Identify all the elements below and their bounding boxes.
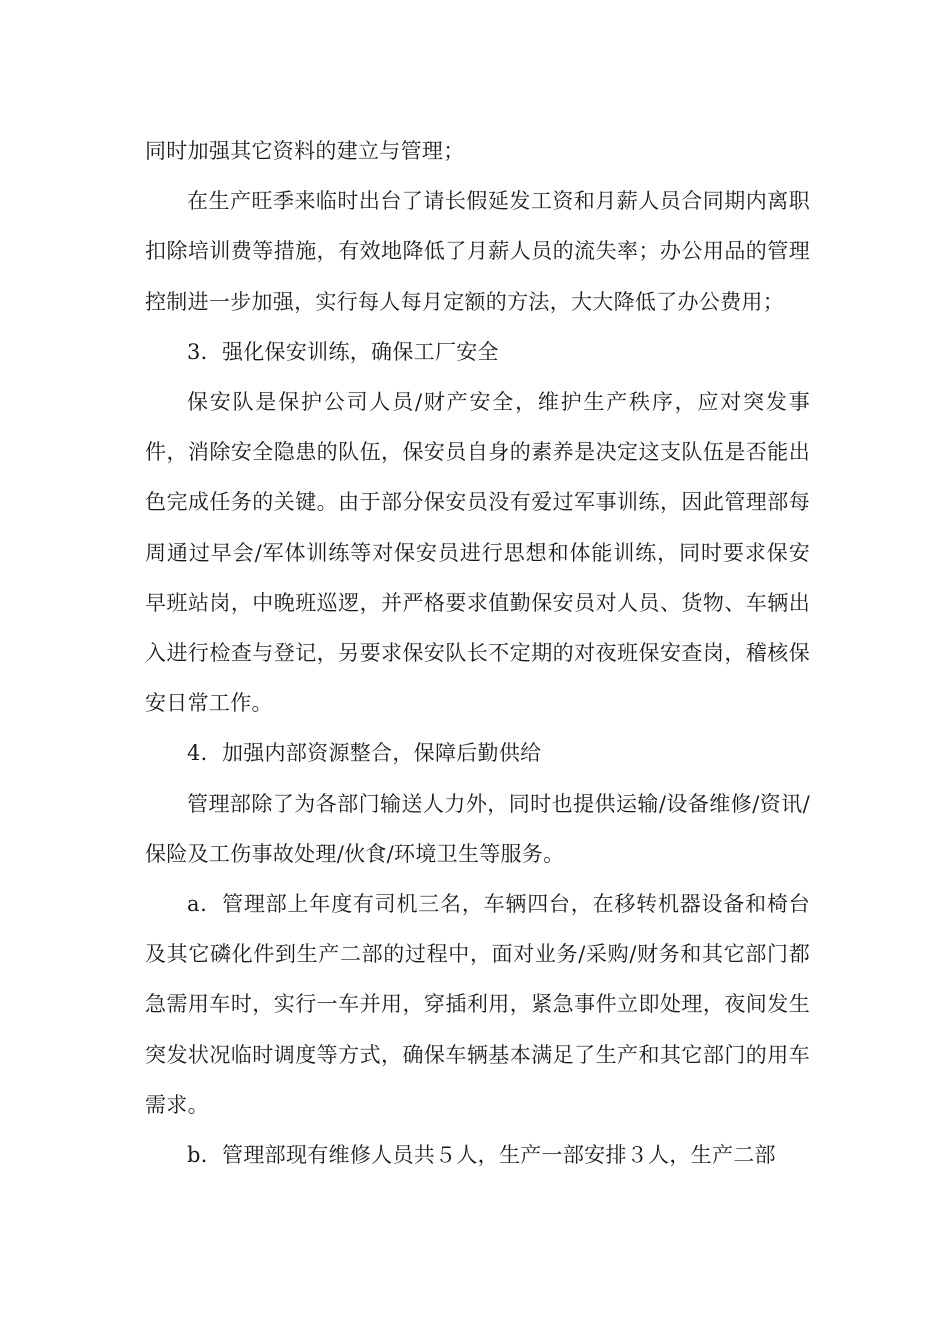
paragraph-1: 同时加强其它资料的建立与管理； (145, 139, 465, 163)
paragraph-2: 在生产旺季来临时出台了请长假延发工资和月薪人员合同期内离职扣除培训费等措施，有效地降低了月薪人员的流失率；办公用品的管理控制进一步加强，实行每人每月定额的方法，大大降低了办公费用； (145, 189, 810, 314)
paragraph-item-a: a．管理部上年度有司机三名，车辆四台，在移转机器设备和椅台及其它磷化件到生产二部的过程中，面对业务/采购/财务和其它部门都急需用车时，实行一车并用，穿插利用，紧急事件立即处理，夜间发生突发状况临时调度等方式，确保车辆基本满足了生产和其它部门的用车需求。 (145, 892, 810, 1117)
section-heading-4: 4．加强内部资源整合，保障后勤供给 (187, 741, 542, 766)
document-body (145, 126, 810, 1180)
section-heading-3: 3．强化保安训练，确保工厂安全 (187, 339, 499, 364)
paragraph-item-b: b．管理部现有维修人员共５人，生产一部安排３人，生产二部 (187, 1143, 776, 1168)
paragraph-security: 保安队是保护公司人员/财产安全，维护生产秩序，应对突发事件，消除安全隐患的队伍，保安员自身的素养是决定这支队伍是否能出色完成任务的关键。由于部分保安员没有爱过军事训练，因此管理部每周通过早会/军体训练等对保安员进行思想和体能训练，同时要求保安早班站岗，中晚班巡逻，并严格要求值勤保安员对人员、货物、车辆出入进行检查与登记，另要求保安队长不定期的对夜班保安查岗，稽核保安日常工作。 (145, 390, 810, 716)
paragraph-services: 管理部除了为各部门输送人力外，同时也提供运输/设备维修/资讯/保险及工伤事故处理/伙食/环境卫生等服务。 (145, 791, 810, 866)
